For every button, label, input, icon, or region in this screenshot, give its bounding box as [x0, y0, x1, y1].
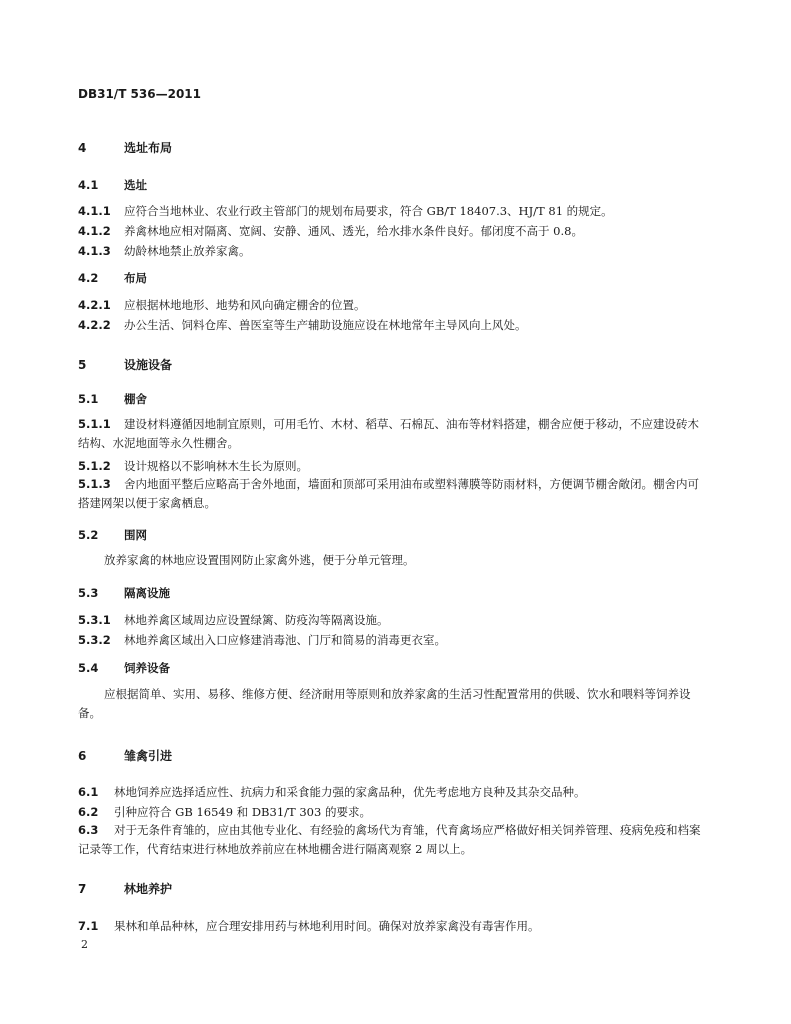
- clause-4-2-1: 4.2.1 应根据林地地形、地势和风向确定棚舍的位置。: [78, 298, 366, 312]
- clause-5-1-2: 5.1.2 设计规格以不影响林木生长为原则。: [78, 459, 308, 473]
- section-5-2-heading: 5.2 围网: [78, 528, 147, 542]
- clause-5-3-1: 5.3.1 林地养禽区域周边应设置绿篱、防疫沟等隔离设施。: [78, 613, 389, 627]
- section-5-1-heading: 5.1 棚舍: [78, 392, 147, 406]
- section-4-2-heading: 4.2 布局: [78, 271, 147, 285]
- section-6-heading: 6 雏禽引进: [78, 749, 173, 763]
- standard-code: DB31/T 536—2011: [78, 87, 201, 101]
- section-5-3-heading: 5.3 隔离设施: [78, 586, 170, 600]
- clause-4-1-2: 4.1.2 养禽林地应相对隔离、宽阔、安静、通风、透光，给水排水条件良好。郁闭度不高于 0.8。: [78, 224, 583, 238]
- clause-6-1: 6.1 林地饲养应选择适应性、抗病力和采食能力强的家禽品种，优先考虑地方良种及其杂交品种。: [78, 785, 586, 799]
- section-5-heading: 5 设施设备: [78, 358, 173, 372]
- clause-5-2-text: 放养家禽的林地应设置围网防止家禽外逃，便于分单元管理。: [104, 553, 415, 567]
- page-number: 2: [81, 938, 88, 951]
- section-5-4-heading: 5.4 饲养设备: [78, 661, 170, 675]
- section-4-1-heading: 4.1 选址: [78, 178, 147, 192]
- clause-6-3: 6.3 对于无条件育雏的，应由其他专业化、有经验的禽场代为育雏，代育禽场应严格做好相关饲养管理、疫病免疫和档案记录等工作，代育结束进行林地放养前应在林地棚舍进行隔离观察 2 周以上。: [78, 823, 701, 856]
- section-7-heading: 7 林地养护: [78, 882, 173, 896]
- clause-5-1-3: 5.1.3 舍内地面平整后应略高于舍外地面，墙面和顶部可采用油布或塑料薄膜等防雨材料，方便调节棚舍敞闭。棚舍内可搭建网架以便于家禽栖息。: [78, 477, 699, 510]
- section-4-heading: 4 选址布局: [78, 141, 173, 155]
- clause-4-1-1: 4.1.1 应符合当地林业、农业行政主管部门的规划布局要求，符合 GB/T 18407.3、HJ/T 81 的规定。: [78, 204, 613, 218]
- clause-5-1-1: 5.1.1 建设材料遵循因地制宜原则，可用毛竹、木材、稻草、石棉瓦、油布等材料搭建，棚舍应便于移动，不应建设砖木结构、水泥地面等永久性棚舍。: [78, 417, 699, 450]
- clause-7-1: 7.1 果林和单品种林，应合理安排用药与林地利用时间。确保对放养家禽没有毒害作用。: [78, 919, 540, 933]
- clause-5-4-text: 应根据简单、实用、易移、维修方便、经济耐用等原则和放养家禽的生活习性配置常用的供暖、饮水和喂料等饲养设备。: [78, 687, 691, 720]
- clause-5-3-2: 5.3.2 林地养禽区域出入口应修建消毒池、门厅和简易的消毒更衣室。: [78, 633, 446, 647]
- clause-4-2-2: 4.2.2 办公生活、饲料仓库、兽医室等生产辅助设施应设在林地常年主导风向上风处。: [78, 318, 527, 332]
- clause-4-1-3: 4.1.3 幼龄林地禁止放养家禽。: [78, 244, 251, 258]
- clause-6-2: 6.2 引种应符合 GB 16549 和 DB31/T 303 的要求。: [78, 805, 371, 819]
